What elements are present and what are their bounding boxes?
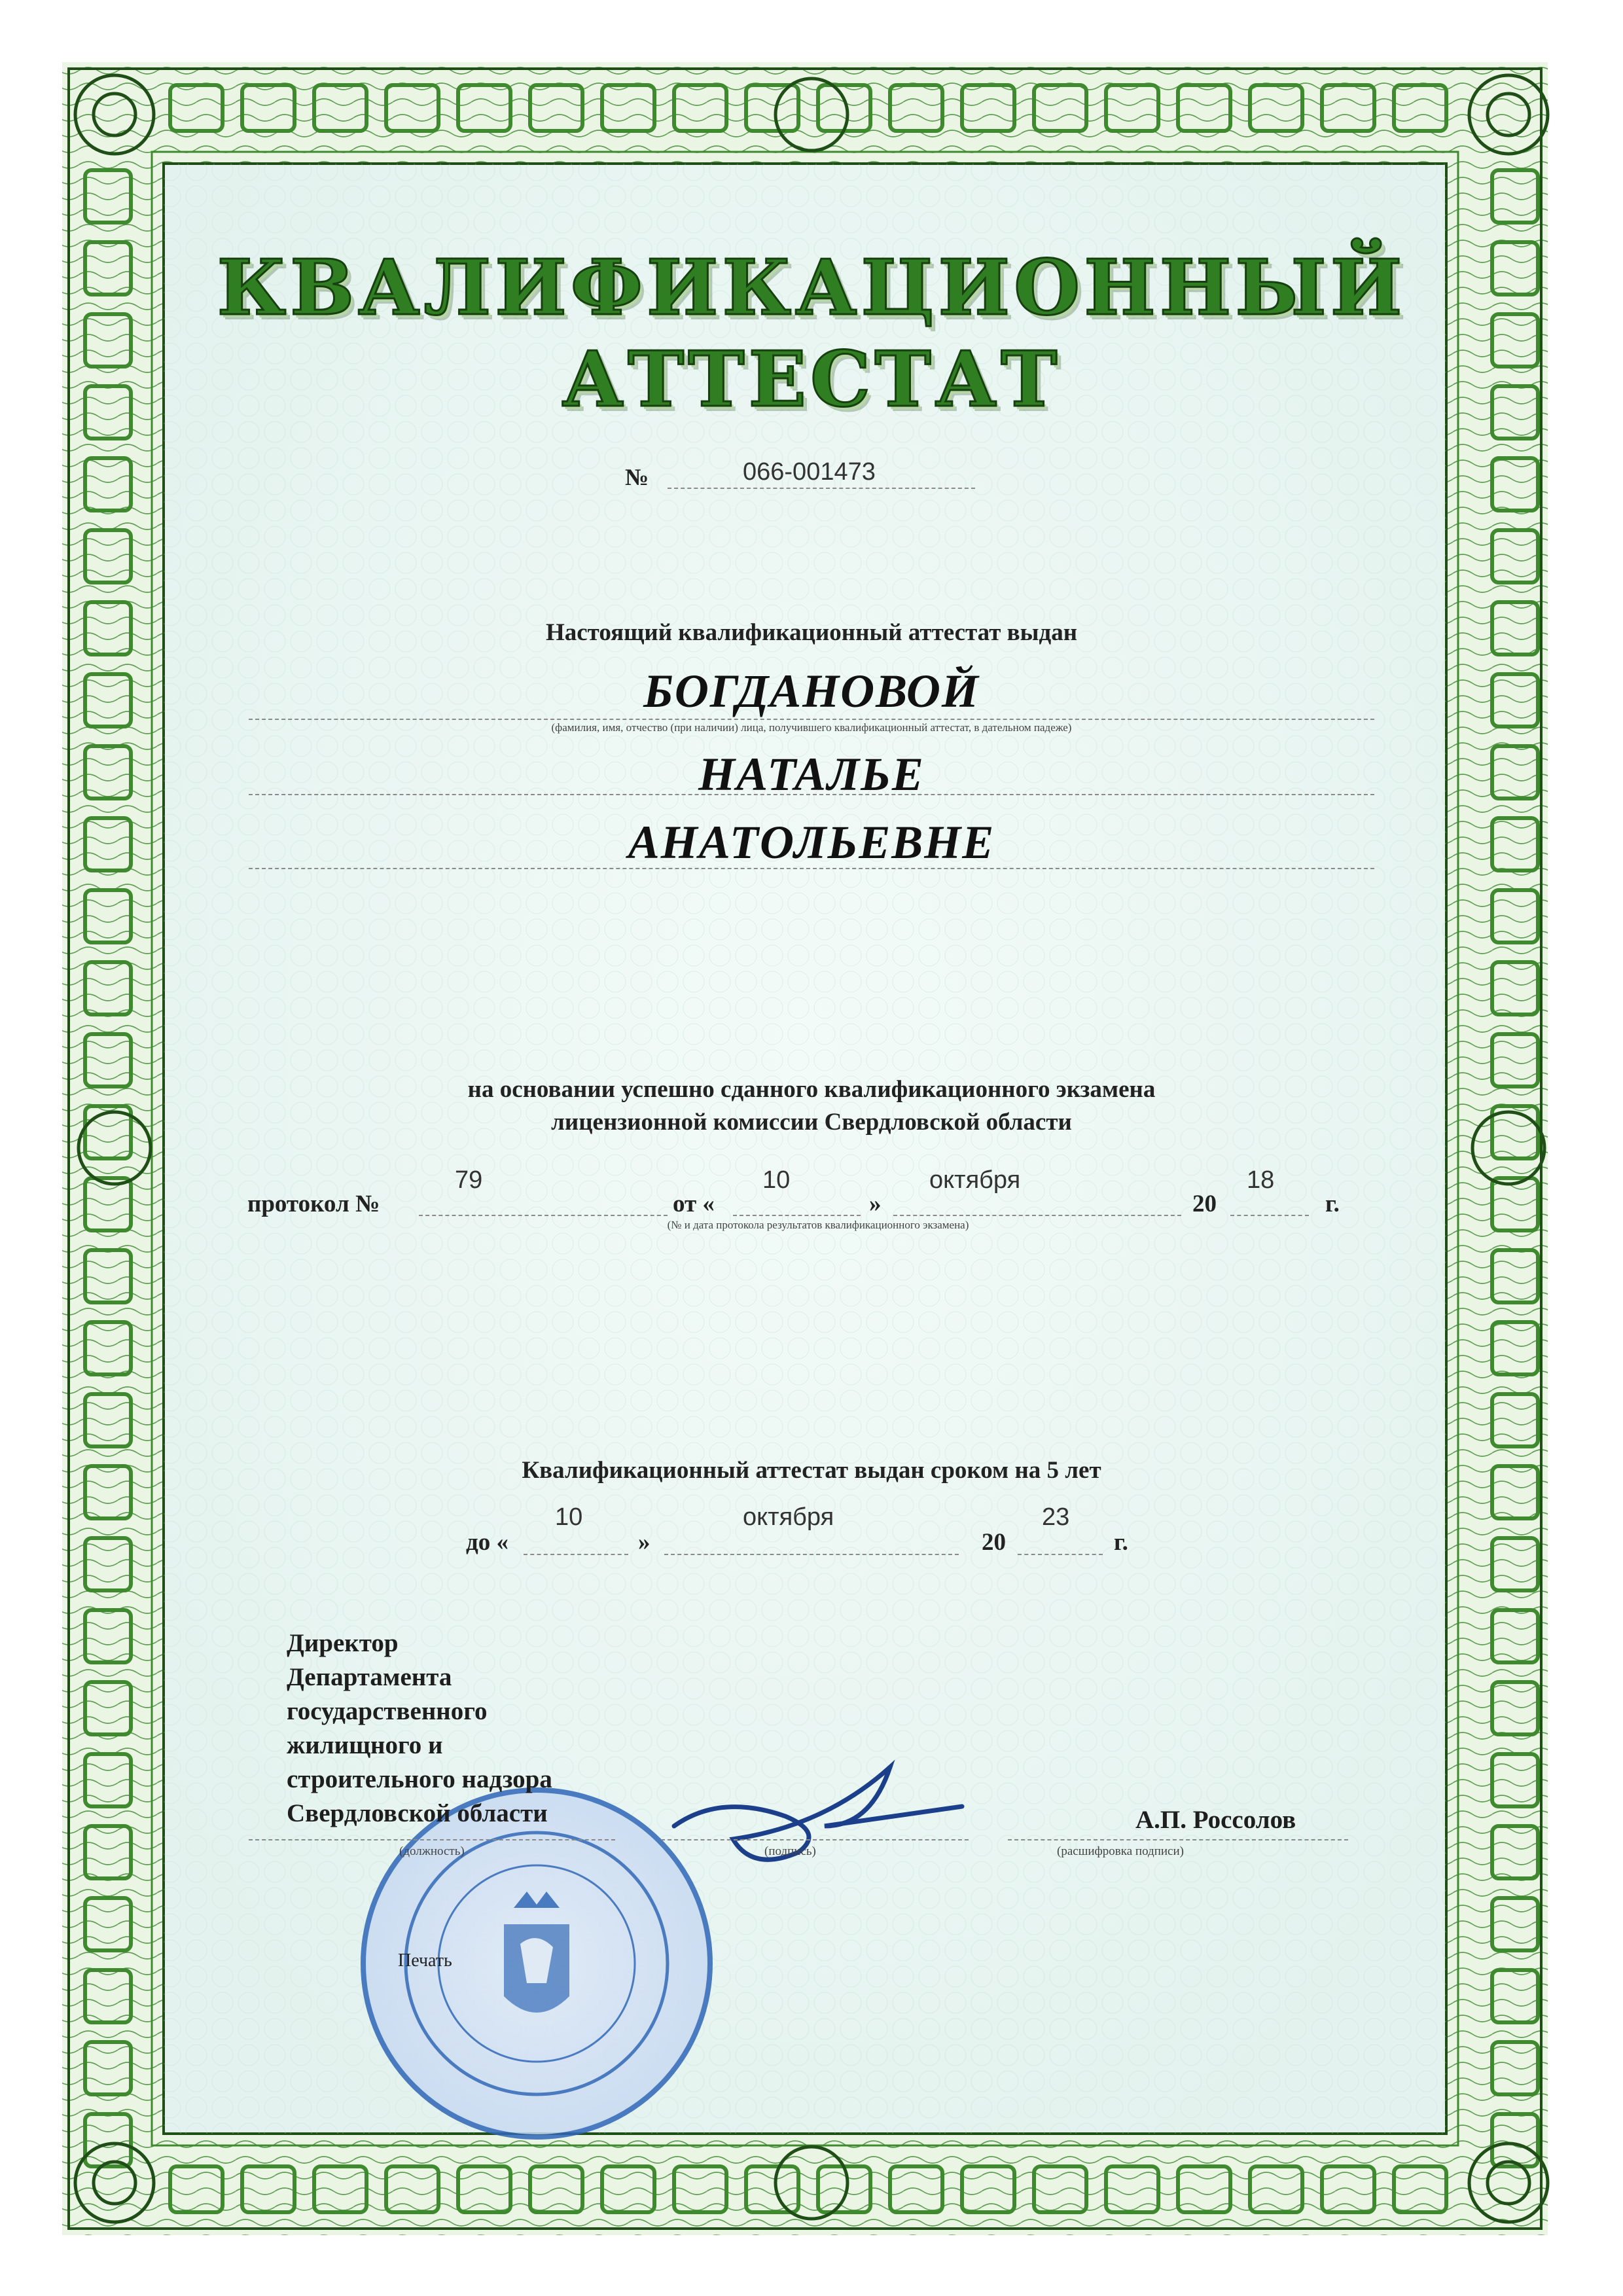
signature-hint: (подпись) bbox=[764, 1844, 816, 1858]
title-line-2: АТТЕСТАТ bbox=[562, 335, 1061, 424]
validity-text: Квалификационный аттестат выдан сроком на 5 лет bbox=[522, 1457, 1101, 1484]
position-line-5: строительного надзора bbox=[287, 1765, 552, 1793]
validity-quote-close: » bbox=[638, 1529, 651, 1556]
recipient-patronymic: АНАТОЛЬЕВНЕ bbox=[628, 816, 995, 869]
protocol-year-word: г. bbox=[1325, 1191, 1340, 1217]
basis-line-2: лицензионной комиссии Свердловской области bbox=[551, 1109, 1072, 1136]
validity-month: октября bbox=[743, 1503, 834, 1531]
validity-year-suffix: 23 bbox=[1042, 1503, 1070, 1531]
protocol-hint: (№ и дата протокола результатов квалификационного экзамена) bbox=[667, 1219, 969, 1231]
position-line-6: Свердловской области bbox=[287, 1799, 548, 1827]
signatory-name: А.П. Россолов bbox=[1135, 1806, 1296, 1834]
number-sign: № bbox=[625, 464, 649, 490]
basis-line-1: на основании успешно сданного квалификационного экзамена bbox=[467, 1076, 1156, 1103]
recipient-name: НАТАЛЬЕ bbox=[698, 748, 925, 800]
protocol-year-prefix: 20 bbox=[1192, 1191, 1217, 1217]
protocol-year-suffix: 18 bbox=[1247, 1166, 1275, 1194]
validity-year-prefix: 20 bbox=[982, 1529, 1006, 1556]
validity-year-word: г. bbox=[1114, 1529, 1128, 1556]
position-line-1: Директор bbox=[287, 1629, 399, 1657]
validity-until-label: до « bbox=[466, 1529, 508, 1556]
protocol-from-label: от « bbox=[673, 1191, 715, 1217]
validity-day: 10 bbox=[555, 1503, 583, 1531]
position-line-3: государственного bbox=[287, 1697, 488, 1725]
name-hint: (расшифровка подписи) bbox=[1057, 1844, 1184, 1858]
protocol-month: октября bbox=[929, 1166, 1021, 1194]
position-line-2: Департамента bbox=[287, 1663, 452, 1691]
protocol-day: 10 bbox=[762, 1166, 791, 1194]
recipient-hint: (фамилия, имя, отчество (при наличии) лица, получившего квалификационный аттестат, в дательном падеже) bbox=[551, 721, 1072, 734]
title-line-1: КВАЛИФИКАЦИОННЫЙ bbox=[217, 243, 1406, 332]
issued-to-label: Настоящий квалификационный аттестат выдан bbox=[545, 619, 1078, 646]
position-hint: (должность) bbox=[399, 1844, 465, 1858]
protocol-label: протокол № bbox=[247, 1191, 380, 1217]
position-line-4: жилищного и bbox=[287, 1731, 443, 1759]
protocol-quote-close: » bbox=[869, 1191, 882, 1217]
seal-label: Печать bbox=[398, 1950, 452, 1971]
certificate-number: 066-001473 bbox=[743, 458, 876, 486]
recipient-surname: БОГДАНОВОЙ bbox=[643, 665, 980, 717]
protocol-number: 79 bbox=[455, 1166, 483, 1194]
